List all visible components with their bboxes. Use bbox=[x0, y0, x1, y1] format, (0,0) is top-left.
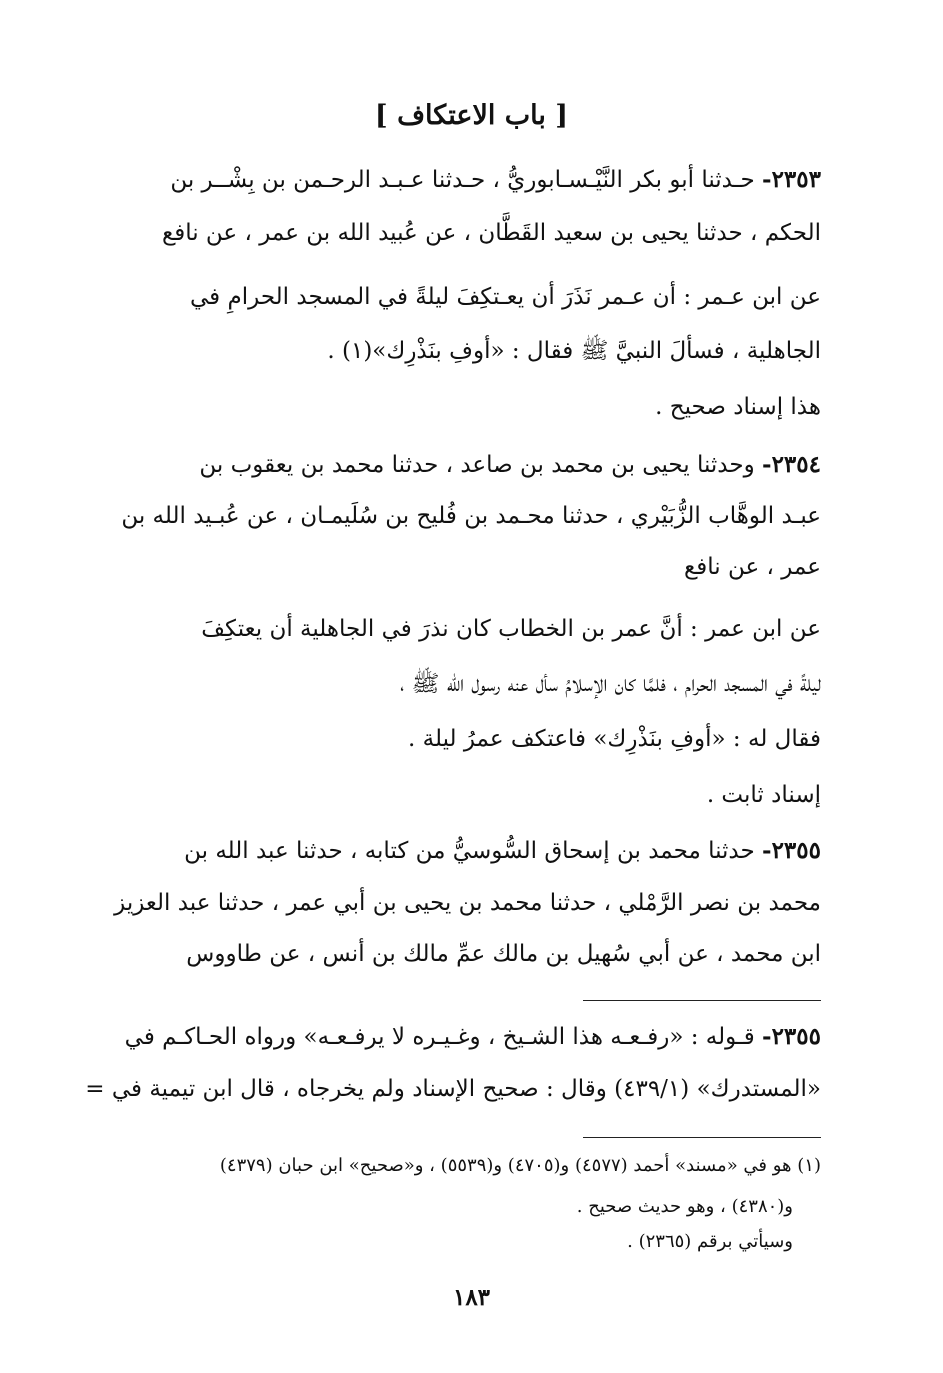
commentary-line-2: «المستدرك» (٤٣٩/١) وقال : صحيح الإسناد ولم يخرجاه ، قال ابن تيمية في = bbox=[85, 1076, 821, 1102]
commentary-line-1 bbox=[121, 1022, 821, 1052]
hadith-2354-matn-line-1: عن ابن عمر : أنَّ عمر بن الخطاب كان نذرَ في الجاهلية أن يعتكِفَ bbox=[201, 616, 821, 642]
footnote-line-1: (١) هو في «مسند» أحمد (٤٥٧٧) و(٤٧٠٥) و(٥٥٣٩) ، و«صحيح» ابن حبان (٤٣٧٩) bbox=[219, 1155, 821, 1176]
footnote-line-3: وسيأتي برقم (٢٣٦٥) . bbox=[627, 1231, 793, 1252]
hadith-2354-grade: إسناد ثابت . bbox=[706, 782, 821, 808]
hadith-number: ٢٣٥٥- bbox=[762, 837, 821, 864]
hadith-2353-chain-line-2: الحكم ، حدثنا يحيى بن سعيد القَطَّان ، عن عُبيد الله بن عمر ، عن نافع bbox=[161, 220, 821, 246]
commentary-divider bbox=[583, 1000, 821, 1001]
hadith-2354-chain-line-2: عبـد الوهَّاب الزُّبَيْري ، حدثنا محـمد بن فُليح بن سُلَيمـان ، عن عُبـيد الله بن bbox=[121, 503, 821, 529]
chain-text: حـدثنا أبو بكر النَّيْـسـابوريُّ ، حـدثنا عـبـد الرحـمن بن بِشْــر بن bbox=[170, 167, 755, 193]
hadith-2355-chain-line-2: محمد بن نصر الرَّمْلي ، حدثنا محمد بن يحيى بن أبي عمر ، حدثنا عبد العزيز bbox=[114, 890, 821, 916]
commentary-text: قـوله : «رفـعـه هذا الشـيخ ، وغـيـره لا يرفـعـه» ورواه الحـاكـم في bbox=[124, 1024, 755, 1050]
hadith-2353-matn-line-1: عن ابن عـمر : أن عـمر نَذَرَ أن يعـتكِفَ ليلةً في المسجد الحرامِ في bbox=[190, 284, 821, 310]
page-number: ١٨٣ bbox=[452, 1284, 491, 1311]
hadith-2353-chain-line-1 bbox=[121, 165, 821, 195]
hadith-2355-chain-line-1 bbox=[121, 836, 821, 866]
hadith-2354-chain-line-3: عمر ، عن نافع bbox=[684, 554, 821, 580]
chain-text: وحدثنا يحيى بن محمد بن صاعد ، حدثنا محمد بن يعقوب بن bbox=[199, 452, 755, 478]
footnote-divider bbox=[583, 1137, 821, 1138]
hadith-2355-chain-line-3: ابن محمد ، عن أبي سُهيل بن مالك عمِّ مالك بن أنس ، عن طاووس bbox=[186, 941, 821, 967]
hadith-2354-matn-line-2: ليلةً في المسجد الحرام ، فلمَّا كان الإسلامُ سأل عنه رسول الله ﷺ ، bbox=[399, 671, 821, 697]
hadith-number: ٢٣٥٣- bbox=[762, 166, 821, 193]
chapter-heading: [ باب الاعتكاف ] bbox=[374, 100, 569, 131]
hadith-2353-grade: هذا إسناد صحيح . bbox=[655, 394, 821, 420]
hadith-2354-matn-line-3: فقال له : «أوفِ بنَذْرِك» فاعتكف عمرُ ليلة . bbox=[408, 726, 821, 752]
commentary-number: ٢٣٥٥- bbox=[762, 1023, 821, 1050]
footnote-line-2: و(٤٣٨٠) ، وهو حديث صحيح . bbox=[576, 1196, 793, 1217]
chain-text: حدثنا محمد بن إسحاق السُّوسيُّ من كتابه ، حدثنا عبد الله بن bbox=[184, 838, 755, 864]
hadith-2353-matn-line-2: الجاهلية ، فسألَ النبيَّ ﷺ فقال : «أوفِ بنَذْرِك»(١) . bbox=[327, 338, 821, 364]
hadith-number: ٢٣٥٤- bbox=[762, 451, 821, 478]
hadith-2354-chain-line-1 bbox=[121, 450, 821, 480]
